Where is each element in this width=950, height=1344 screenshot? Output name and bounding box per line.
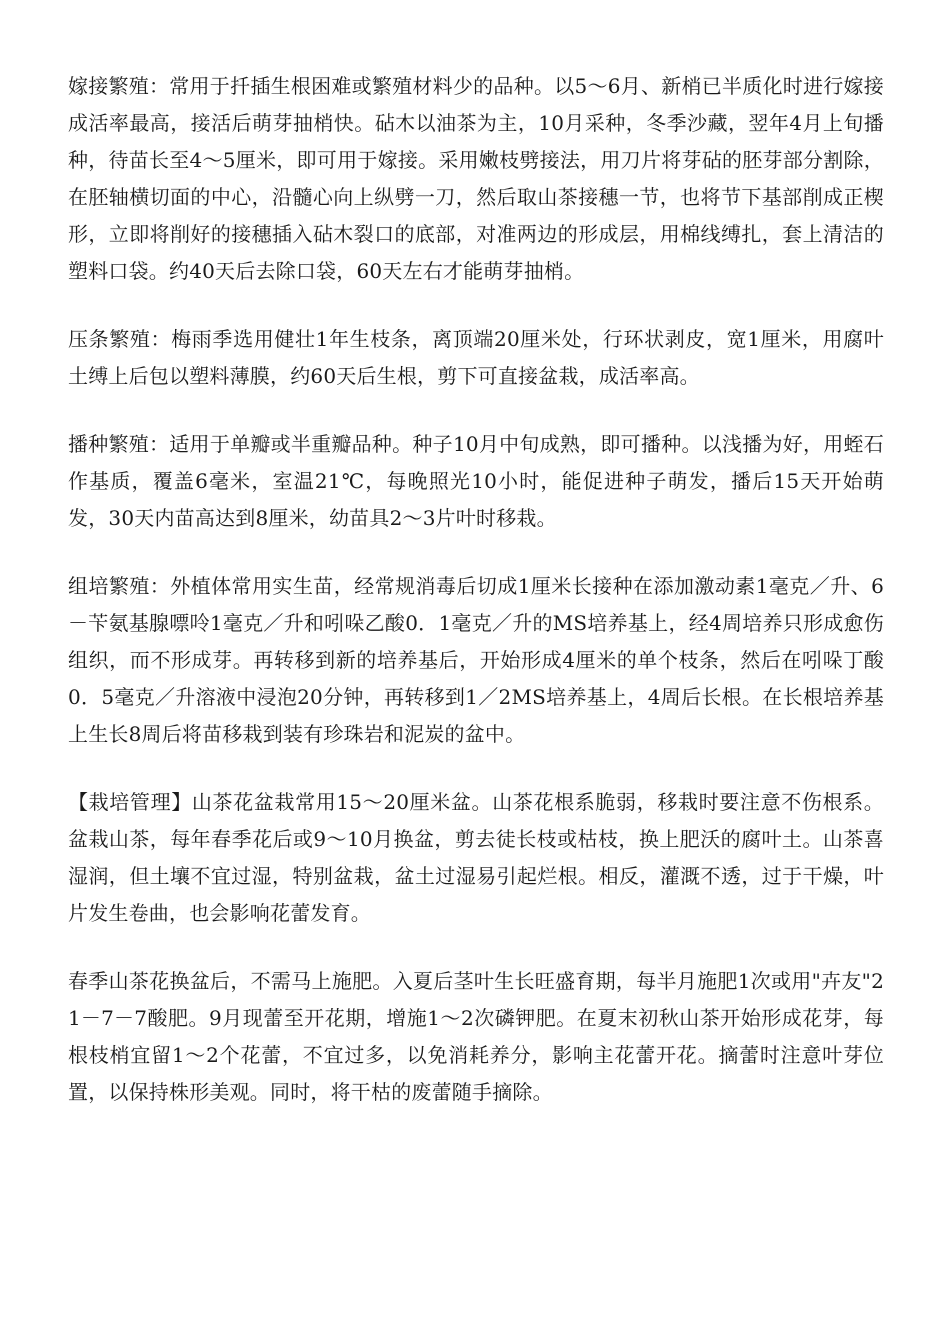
paragraph-grafting: 嫁接繁殖：常用于扦插生根困难或繁殖材料少的品种。以5～6月、新梢已半质化时进行嫁接成活率最高，接活后萌芽抽梢快。砧木以油茶为主，10月采种，冬季沙藏，翌年4月上旬播种，待苗长至4～5厘米，即可用于嫁接。采用嫩枝劈接法，用刀片将芽砧的胚芽部分割除，在胚轴横切面的中心，沿髓心向上纵劈一刀，然后取山茶接穗一节，也将节下基部削成正楔形，立即将削好的接穗插入砧木裂口的底部，对准两边的形成层，用棉线缚扎，套上清洁的塑料口袋。约40天后去除口袋，60天左右才能萌芽抽梢。 [68, 74, 884, 283]
paragraph-fertilizing: 春季山茶花换盆后，不需马上施肥。入夏后茎叶生长旺盛育期，每半月施肥1次或用"卉友"21－7－7酸肥。9月现蕾至开花期，增施1～2次磷钾肥。在夏末初秋山茶开始形成花芽，每根枝梢宜留1～2个花蕾，不宜过多，以免消耗养分，影响主花蕾开花。摘蕾时注意叶芽位置，以保持株形美观。同时，将干枯的废蕾随手摘除。 [68, 969, 884, 1104]
document-body [68, 68, 884, 1142]
paragraph-cultivation: 【栽培管理】山茶花盆栽常用15～20厘米盆。山茶花根系脆弱，移栽时要注意不伤根系。盆栽山茶，每年春季花后或9～10月换盆，剪去徒长枝或枯枝，换上肥沃的腐叶土。山茶喜湿润，但土壤不宜过湿，特别盆栽，盆土过湿易引起烂根。相反，灌溉不透，过于干燥，叶片发生卷曲，也会影响花蕾发育。 [68, 790, 884, 925]
paragraph-tissue-culture: 组培繁殖：外植体常用实生苗，经常规消毒后切成1厘米长接种在添加激动素1毫克／升、6－苄氨基腺嘌呤1毫克／升和吲哚乙酸0．1毫克／升的MS培养基上，经4周培养只形成愈伤组织，而不形成芽。再转移到新的培养基后，开始形成4厘米的单个枝条，然后在吲哚丁酸0．5毫克／升溶液中浸泡20分钟，再转移到1／2MS培养基上，4周后长根。在长根培养基上生长8周后将苗移栽到装有珍珠岩和泥炭的盆中。 [68, 574, 884, 746]
paragraph-layering: 压条繁殖：梅雨季选用健壮1年生枝条，离顶端20厘米处，行环状剥皮，宽1厘米，用腐叶土缚上后包以塑料薄膜，约60天后生根，剪下可直接盆栽，成活率高。 [68, 327, 884, 388]
paragraph-seeding: 播种繁殖：适用于单瓣或半重瓣品种。种子10月中旬成熟，即可播种。以浅播为好，用蛭石作基质，覆盖6毫米，室温21℃，每晚照光10小时，能促进种子萌发，播后15天开始萌发，30天内苗高达到8厘米，幼苗具2～3片叶时移栽。 [68, 432, 884, 530]
